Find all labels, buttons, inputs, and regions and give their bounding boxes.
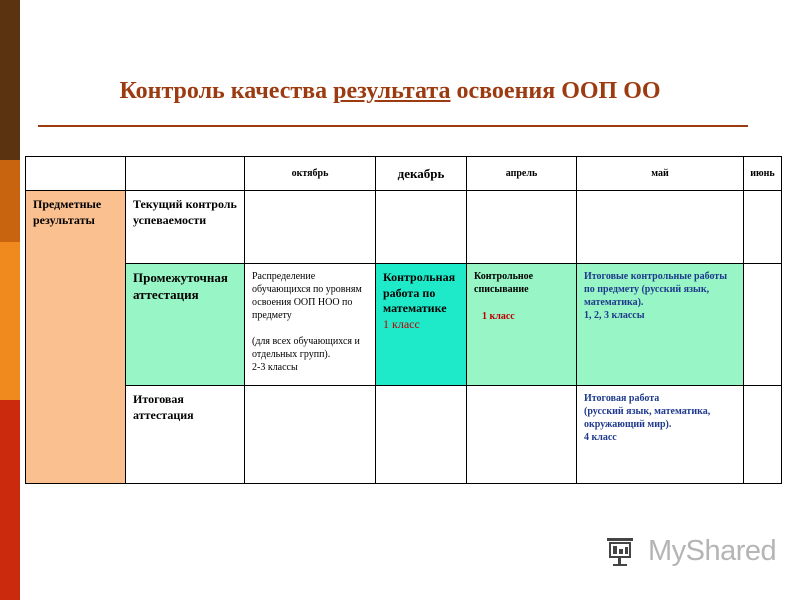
cell-current-may — [577, 191, 744, 264]
row-label-final: Итоговая аттестация — [126, 386, 245, 484]
header-row — [26, 157, 782, 191]
table-row-intermediate — [26, 264, 782, 386]
cell-current-december — [376, 191, 467, 264]
row-group-subject-results: Предметные результаты — [26, 191, 126, 484]
side-band-brown — [0, 160, 20, 242]
cell-intermediate-october: Распределение обучающихся по уровням освоения ООП НОО по предмету (для всех обучающихся и отдельных групп). 2-3 классы — [245, 264, 376, 386]
header-may: май — [577, 157, 744, 191]
side-band-dark — [0, 0, 20, 160]
cell-intermediate-june — [744, 264, 782, 386]
april-test-title: Контрольное списывание — [474, 271, 534, 295]
table-row-current — [26, 191, 782, 264]
cell-final-may: Итоговая работа (русский язык, математика, окружающий мир). 4 класс — [577, 386, 744, 484]
cell-intermediate-december — [376, 264, 467, 386]
title-part-1: Контроль качества — [119, 78, 334, 104]
row-label-current: Текущий контроль успеваемости — [126, 191, 245, 264]
logo-text: MyShared — [648, 535, 777, 567]
header-april: апрель — [467, 157, 577, 191]
results-table — [25, 156, 782, 484]
cell-intermediate-april — [467, 264, 577, 386]
title-underline-rule — [38, 125, 748, 127]
december-test-class: 1 класс — [383, 316, 420, 331]
title-part-2: освоения ООП ОО — [450, 78, 661, 104]
cell-final-april — [467, 386, 577, 484]
title-underlined-word: результата — [333, 78, 451, 104]
table-row-final — [26, 386, 782, 484]
side-band-red — [0, 400, 20, 600]
header-october: октябрь — [245, 157, 376, 191]
cell-current-april — [467, 191, 577, 264]
header-june: июнь — [744, 157, 782, 191]
cell-current-october — [245, 191, 376, 264]
presentation-board-icon — [606, 534, 642, 570]
page-title — [40, 78, 740, 105]
header-empty-2 — [126, 157, 245, 191]
cell-current-june — [744, 191, 782, 264]
april-test-class: 1 класс — [482, 311, 515, 322]
side-band-orange — [0, 242, 20, 400]
myshared-logo — [606, 534, 777, 574]
cell-final-june — [744, 386, 782, 484]
cell-intermediate-may: Итоговые контрольные работы по предмету (русский язык, математика). 1, 2, 3 классы — [577, 264, 744, 386]
header-empty-1 — [26, 157, 126, 191]
row-label-intermediate: Промежуточная аттестация — [126, 264, 245, 386]
cell-final-december — [376, 386, 467, 484]
cell-final-october — [245, 386, 376, 484]
december-test-title: Контрольная работа по математике — [383, 270, 456, 316]
header-december: декабрь — [376, 157, 467, 191]
